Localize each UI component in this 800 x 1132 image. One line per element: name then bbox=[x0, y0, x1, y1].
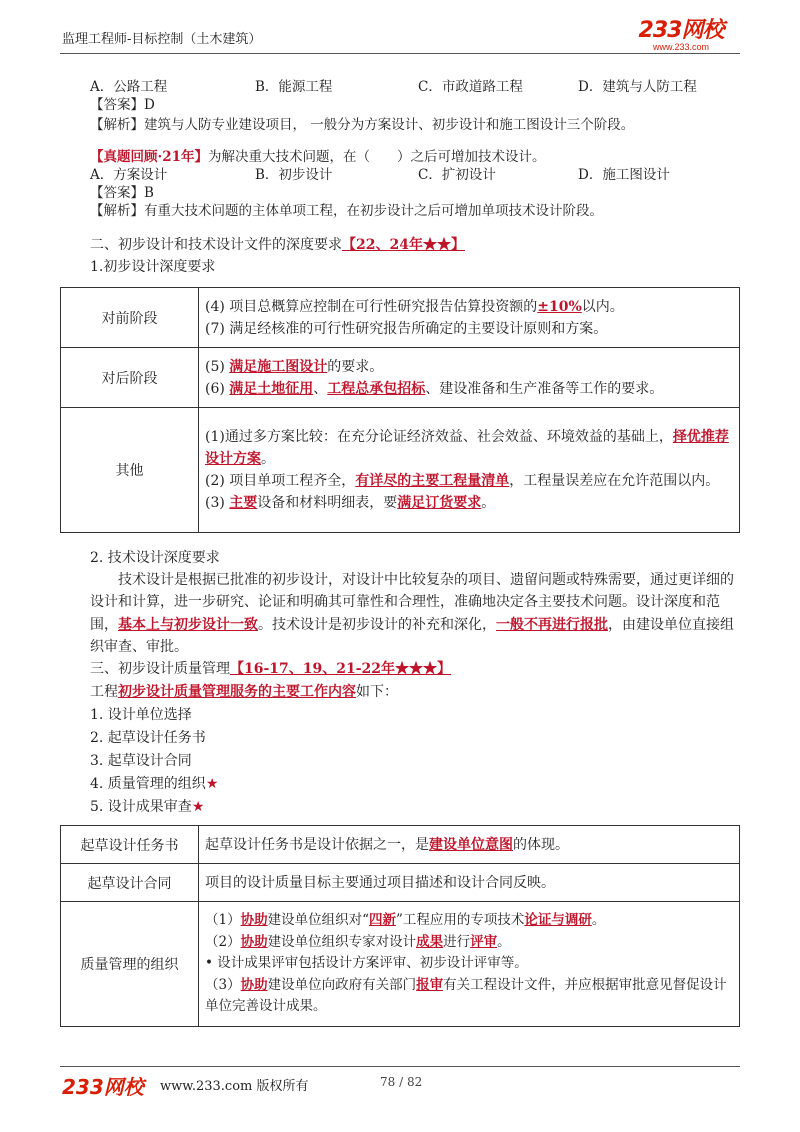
section3-tag: 【16-17、19、21-22年★★★】 bbox=[230, 661, 452, 677]
row-content bbox=[199, 408, 740, 533]
text: 有关工程设计文件，并应根据审批意见督促设计单位完善设计成果。 bbox=[205, 976, 727, 1015]
row-label: 对前阶段 bbox=[61, 288, 199, 348]
logo-url: www.233.com bbox=[652, 42, 710, 52]
text: 建设单位向政府有关部门 bbox=[267, 976, 417, 993]
list-item: 2. 起草设计任务书 bbox=[90, 730, 206, 746]
star-icon: ★ bbox=[205, 776, 219, 792]
text: ，由建设单位直接组织审查、审批。 bbox=[90, 616, 734, 655]
section2-tag: 【22、24年★★】 bbox=[342, 237, 465, 253]
highlight: 协助 bbox=[240, 912, 268, 929]
row-label: 起草设计任务书 bbox=[61, 826, 199, 864]
text: (4) 项目总概算应控制在可行性研究报告估算投资额的 bbox=[205, 298, 538, 315]
text: 工程 bbox=[90, 684, 118, 700]
text: 。技术设计是初步设计的补充和深化， bbox=[258, 616, 496, 633]
highlight: 工程总承包招标 bbox=[327, 380, 426, 397]
text: 进行 bbox=[443, 933, 471, 950]
star-icon: ★ bbox=[191, 799, 205, 815]
section2-heading bbox=[90, 236, 465, 254]
table-row bbox=[61, 902, 740, 1027]
q1-option-d: D．建筑与人防工程 bbox=[578, 79, 697, 95]
highlight: 择优推荐设计方案 bbox=[205, 429, 729, 467]
table-row bbox=[61, 288, 740, 348]
highlight: 基本上与初步设计一致 bbox=[118, 616, 258, 633]
q1-answer: 【答案】D bbox=[90, 97, 155, 113]
q2-stem bbox=[90, 148, 546, 166]
text: 技术设计是根据已批准的初步设计，对设计中比较复杂的项目、遗留问题或特殊需要，通过更详细的设计和计算，进一步研究、论证和明确其可靠性和合理性，准确地决定各主要技术问题。设计深度和范围， bbox=[90, 572, 734, 633]
highlight: 满足订货要求 bbox=[397, 495, 482, 511]
list-item bbox=[90, 798, 204, 816]
table-row bbox=[61, 348, 740, 408]
logo-text: 233网校 bbox=[638, 18, 724, 43]
highlight: 协助 bbox=[240, 976, 268, 993]
text: (2) 项目单项工程齐全， bbox=[205, 473, 356, 489]
text: 。 bbox=[497, 933, 511, 950]
text: 的体现。 bbox=[513, 836, 569, 853]
text: 。 bbox=[261, 451, 275, 467]
q2-option-c: C．扩初设计 bbox=[418, 167, 496, 183]
page-header-title: 监理工程师-目标控制（土木建筑） bbox=[62, 32, 262, 47]
text: 以内。 bbox=[581, 298, 624, 315]
list-item: 3. 起草设计合同 bbox=[90, 753, 192, 769]
page-number: 78 / 82 bbox=[380, 1075, 423, 1089]
highlight: 满足土地征用 bbox=[229, 380, 314, 397]
text: 建设单位组织专家对设计 bbox=[267, 933, 417, 950]
text: ”工程应用的专项技术 bbox=[396, 912, 525, 929]
row-content bbox=[199, 288, 740, 348]
text: （3） bbox=[205, 976, 241, 993]
text: (1)通过多方案比较：在充分论证经济效益、社会效益、环境效益的基础上， bbox=[205, 429, 673, 445]
text: 、建设准备和生产准备等工作的要求。 bbox=[425, 380, 664, 397]
q2-tag: 【真题回顾·21年】 bbox=[90, 149, 208, 165]
text: (5) bbox=[205, 358, 230, 375]
list-item: 1. 设计单位选择 bbox=[90, 707, 192, 723]
text: 、 bbox=[313, 380, 328, 397]
footer-logo[interactable]: 233网校 bbox=[62, 1075, 144, 1099]
q2-answer: 【答案】B bbox=[90, 185, 154, 201]
highlight: 满足施工图设计 bbox=[229, 358, 328, 375]
highlight: 初步设计质量管理服务的主要工作内容 bbox=[118, 684, 356, 700]
q1-option-c: C．市政道路工程 bbox=[418, 79, 523, 95]
text: 4. 质量管理的组织 bbox=[90, 776, 206, 792]
text: 。 bbox=[481, 495, 496, 511]
table-row bbox=[61, 826, 740, 864]
text: (3) bbox=[205, 495, 230, 511]
text: 起草设计任务书是设计依据之一，是 bbox=[205, 836, 429, 853]
q1-option-a: A．公路工程 bbox=[90, 79, 168, 95]
row-content bbox=[199, 348, 740, 408]
text: 设备和材料明细表，要 bbox=[257, 495, 398, 511]
q2-stem-text: 为解决重大技术问题，在（ ）之后可增加技术设计。 bbox=[208, 149, 546, 165]
text: • 设计成果评审包括设计方案评审、初步设计评审等。 bbox=[205, 955, 528, 972]
q2-option-a: A．方案设计 bbox=[90, 167, 168, 183]
row-content bbox=[199, 826, 740, 864]
text: ，工程量误差应在允许范围以内。 bbox=[509, 473, 720, 489]
table-preliminary-design-depth bbox=[60, 287, 740, 533]
q1-options bbox=[90, 78, 697, 96]
highlight: 主要 bbox=[229, 495, 258, 511]
section3-heading bbox=[90, 660, 451, 678]
row-content bbox=[199, 902, 740, 1027]
tech-subtitle: 2. 技术设计深度要求 bbox=[90, 550, 220, 566]
q2-options bbox=[90, 166, 670, 184]
header-divider bbox=[60, 53, 740, 54]
tech-paragraph bbox=[90, 569, 740, 658]
highlight: 协助 bbox=[240, 933, 268, 950]
row-label: 起草设计合同 bbox=[61, 864, 199, 902]
highlight: 四新 bbox=[369, 912, 396, 929]
text: 。 bbox=[591, 912, 606, 929]
highlight: 成果 bbox=[416, 933, 444, 950]
highlight: 评审 bbox=[470, 933, 498, 950]
row-content: 项目的设计质量目标主要通过项目描述和设计合同反映。 bbox=[199, 864, 740, 902]
row-label: 其他 bbox=[61, 408, 199, 533]
highlight: 有详尽的主要工程量清单 bbox=[355, 473, 510, 489]
table-row bbox=[61, 408, 740, 533]
q2-analysis: 【解析】有重大技术问题的主体单项工程，在初步设计之后可增加单项技术设计阶段。 bbox=[90, 203, 603, 219]
q1-analysis: 【解析】建筑与人防专业建设项目， 一般分为方案设计、初步设计和施工图设计三个阶段。 bbox=[90, 117, 635, 133]
row-label: 质量管理的组织 bbox=[61, 902, 199, 1027]
text: （2） bbox=[205, 933, 241, 950]
text: 5. 设计成果审查 bbox=[90, 799, 192, 815]
list-item bbox=[90, 775, 218, 793]
footer-divider bbox=[60, 1066, 740, 1067]
highlight: 论证与调研 bbox=[524, 912, 592, 929]
table-quality-management bbox=[60, 825, 740, 1027]
footer-copyright: www.233.com 版权所有 bbox=[160, 1079, 309, 1094]
q2-option-d: D．施工图设计 bbox=[578, 167, 670, 183]
text: （1） bbox=[205, 912, 241, 929]
q2-option-b: B．初步设计 bbox=[255, 167, 333, 183]
text: 如下： bbox=[356, 684, 398, 700]
section2-title: 二、初步设计和技术设计文件的深度要求 bbox=[90, 237, 342, 253]
highlight: 一般不再进行报批 bbox=[496, 616, 608, 633]
row-label: 对后阶段 bbox=[61, 348, 199, 408]
section3-intro bbox=[90, 683, 398, 701]
highlight: ±10% bbox=[537, 298, 582, 315]
section3-title: 三、初步设计质量管理 bbox=[90, 661, 230, 677]
q1-option-b: B．能源工程 bbox=[255, 79, 333, 95]
text: 建设单位组织对“ bbox=[267, 912, 369, 929]
table-row bbox=[61, 864, 740, 902]
text: 的要求。 bbox=[327, 358, 384, 375]
text: (6) bbox=[205, 380, 230, 397]
highlight: 建设单位意图 bbox=[429, 836, 513, 853]
text: (7) 满足经核准的可行性研究报告所确定的主要设计原则和方案。 bbox=[205, 320, 608, 337]
section2-sub1: 1.初步设计深度要求 bbox=[90, 259, 216, 275]
brand-logo[interactable] bbox=[626, 20, 736, 52]
highlight: 报审 bbox=[416, 976, 444, 993]
